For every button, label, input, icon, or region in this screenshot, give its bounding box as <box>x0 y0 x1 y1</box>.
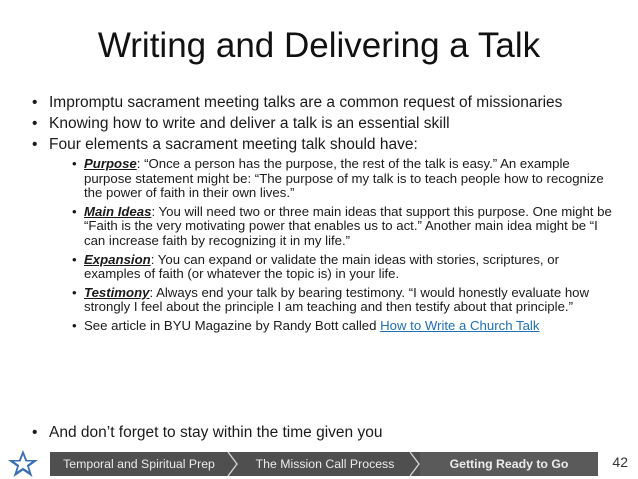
sub-bullet-expansion <box>28 253 618 282</box>
article-prefix: See article in BYU Magazine by Randy Bott called <box>84 317 381 333</box>
sub-bullet-purpose <box>28 157 618 201</box>
nav-getting-ready-to-go[interactable]: Getting Ready to Go <box>420 452 598 476</box>
term-expansion: Expansion <box>84 251 151 267</box>
sub-bullet-testimony <box>28 286 618 315</box>
purpose-text: : “Once a person has the purpose, the rest of the talk is easy.” An example purpose statement might be: “The purpose of my talk is to teach people how to recognize the power of faith in their own lives.” <box>84 156 604 201</box>
bullet-essential-skill: • Knowing how to write and deliver a talk is an essential skill <box>28 115 618 133</box>
chevron-separator-icon <box>226 452 238 476</box>
term-testimony: Testimony <box>84 284 150 300</box>
chevron-separator-icon <box>408 452 420 476</box>
footer-nav <box>0 449 638 479</box>
main-ideas-text: : You will need two or three main ideas that support this purpose. One might be “Faith is the very motivating power that enables us to act.” Another main idea might be “I can increase faith by recognizing it in my life.” <box>84 203 612 248</box>
testimony-text: : Always end your talk by bearing testimony. “I would honestly evaluate how strongly I feel about the principle I am teaching and then testify about that principle.” <box>84 284 590 315</box>
nav-temporal-spiritual-prep[interactable]: Temporal and Spiritual Prep <box>63 457 215 471</box>
sub-bullet-list <box>28 157 618 334</box>
bullet-four-elements: • Four elements a sacrament meeting talk should have: <box>28 136 618 154</box>
sub-bullet-article <box>28 319 618 334</box>
nav-mission-call-process[interactable]: The Mission Call Process <box>255 457 395 471</box>
bullet-impromptu-talks: • Impromptu sacrament meeting talks are a common request of missionaries <box>28 94 618 112</box>
slide-title: Writing and Delivering a Talk <box>97 26 541 65</box>
sub-bullet-main-ideas <box>28 205 618 249</box>
term-main-ideas: Main Ideas <box>84 203 152 219</box>
breadcrumb-bar <box>50 452 598 476</box>
slide-body <box>28 94 618 338</box>
article-link[interactable]: How to Write a Church Talk <box>380 317 540 333</box>
bullet-time-limit: • And don’t forget to stay within the time given you <box>28 424 638 442</box>
page-number: 42 <box>612 454 628 470</box>
term-purpose: Purpose <box>84 156 137 171</box>
star-logo-icon <box>4 449 42 479</box>
expansion-text: : You can expand or validate the main ideas with stories, scriptures, or examples of faith (or whatever the topic is) in your life. <box>84 251 559 282</box>
